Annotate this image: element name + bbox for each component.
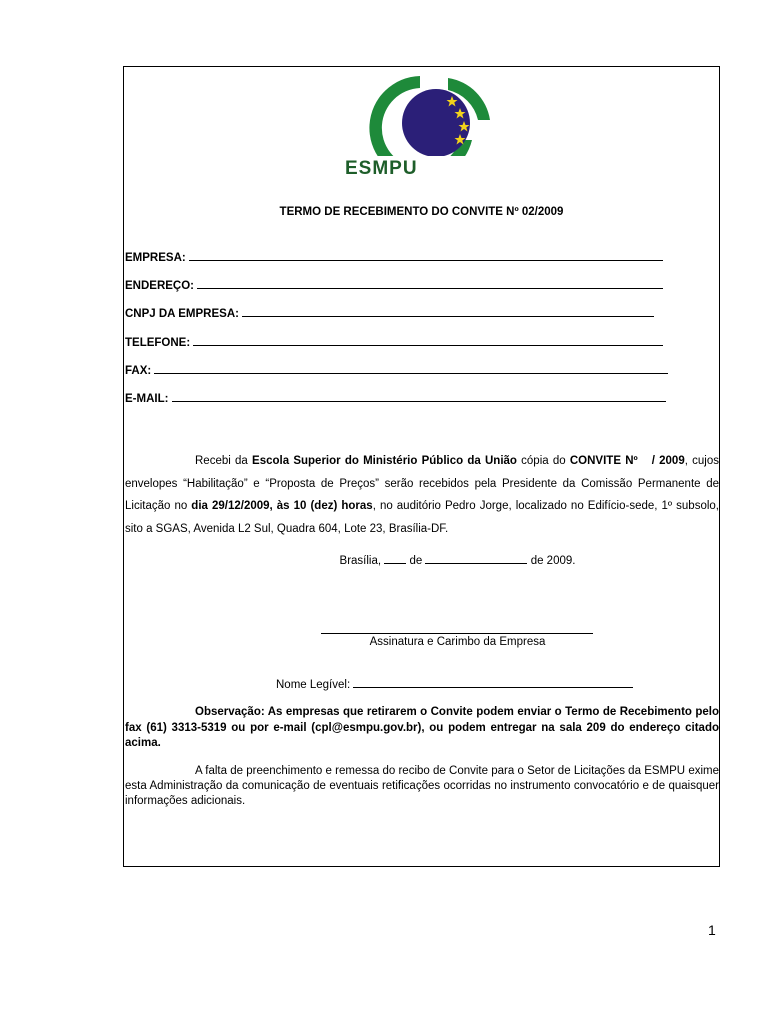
day-blank [384, 553, 406, 564]
legible-name-field[interactable] [276, 678, 633, 691]
field-blank-line [172, 392, 666, 402]
signature-caption: Assinatura e Carimbo da Empresa [369, 636, 546, 648]
field-label: ENDEREÇO: [125, 280, 195, 292]
field-label: Nome Legível: [276, 679, 351, 691]
field-blank-line [242, 307, 654, 317]
field-label: FAX: [125, 365, 152, 377]
field-blank-line [353, 678, 633, 688]
document-title: TERMO DE RECEBIMENTO DO CONVITE Nº 02/2009 [279, 206, 564, 218]
field-email[interactable] [125, 392, 666, 405]
field-blank-line [154, 364, 668, 374]
date-line[interactable]: Brasília, de de 2009. [339, 555, 576, 567]
observation-paragraph: Observação: As empresas que retirarem o Convite podem enviar o Termo de Recebimento pelo fax (61) 3313-5319 ou por e-mail (cpl@esmpu.gov.br), ou podem entregar na sala 209 do endereço citado acima. [125, 706, 719, 749]
page-number: 1 [708, 922, 716, 938]
field-cnpj[interactable] [125, 307, 654, 320]
field-blank-line [193, 336, 663, 346]
field-fax[interactable] [125, 364, 668, 377]
logo-wordmark: ESMPU [345, 158, 418, 179]
field-label: CNPJ DA EMPRESA: [125, 308, 239, 320]
field-telefone[interactable] [125, 336, 663, 349]
field-label: TELEFONE: [125, 337, 191, 349]
field-endereco[interactable] [125, 279, 663, 292]
field-blank-line [197, 279, 663, 289]
note-paragraph: A falta de preenchimento e remessa do recibo de Convite para o Setor de Licitações da ESMPU exime esta Administração da comunicação de eventuais retificações ocorridas no instrumento convocatório e de quaisquer informações adicionais. [125, 765, 719, 807]
field-empresa[interactable] [125, 251, 663, 264]
field-blank-line [189, 251, 663, 261]
month-blank [425, 553, 527, 564]
signature-line[interactable] [321, 633, 593, 634]
receipt-paragraph: Recebi da Escola Superior do Ministério Público da União cópia do CONVITE Nº / 2009, cujos envelopes “Habilitação” e “Proposta de Preços” serão recebidos pela Presidente da Comissão Permanente de Licitação no dia 29/12/2009, às 10 (dez) horas, no auditório Pedro Jorge, localizado no Edifício-sede, 1º subsolo, sito a SGAS, Avenida L2 Sul, Quadra 604, Lote 23, Brasília-DF. [125, 455, 719, 535]
field-label: E-MAIL: [125, 393, 169, 405]
field-label: EMPRESA: [125, 252, 186, 264]
